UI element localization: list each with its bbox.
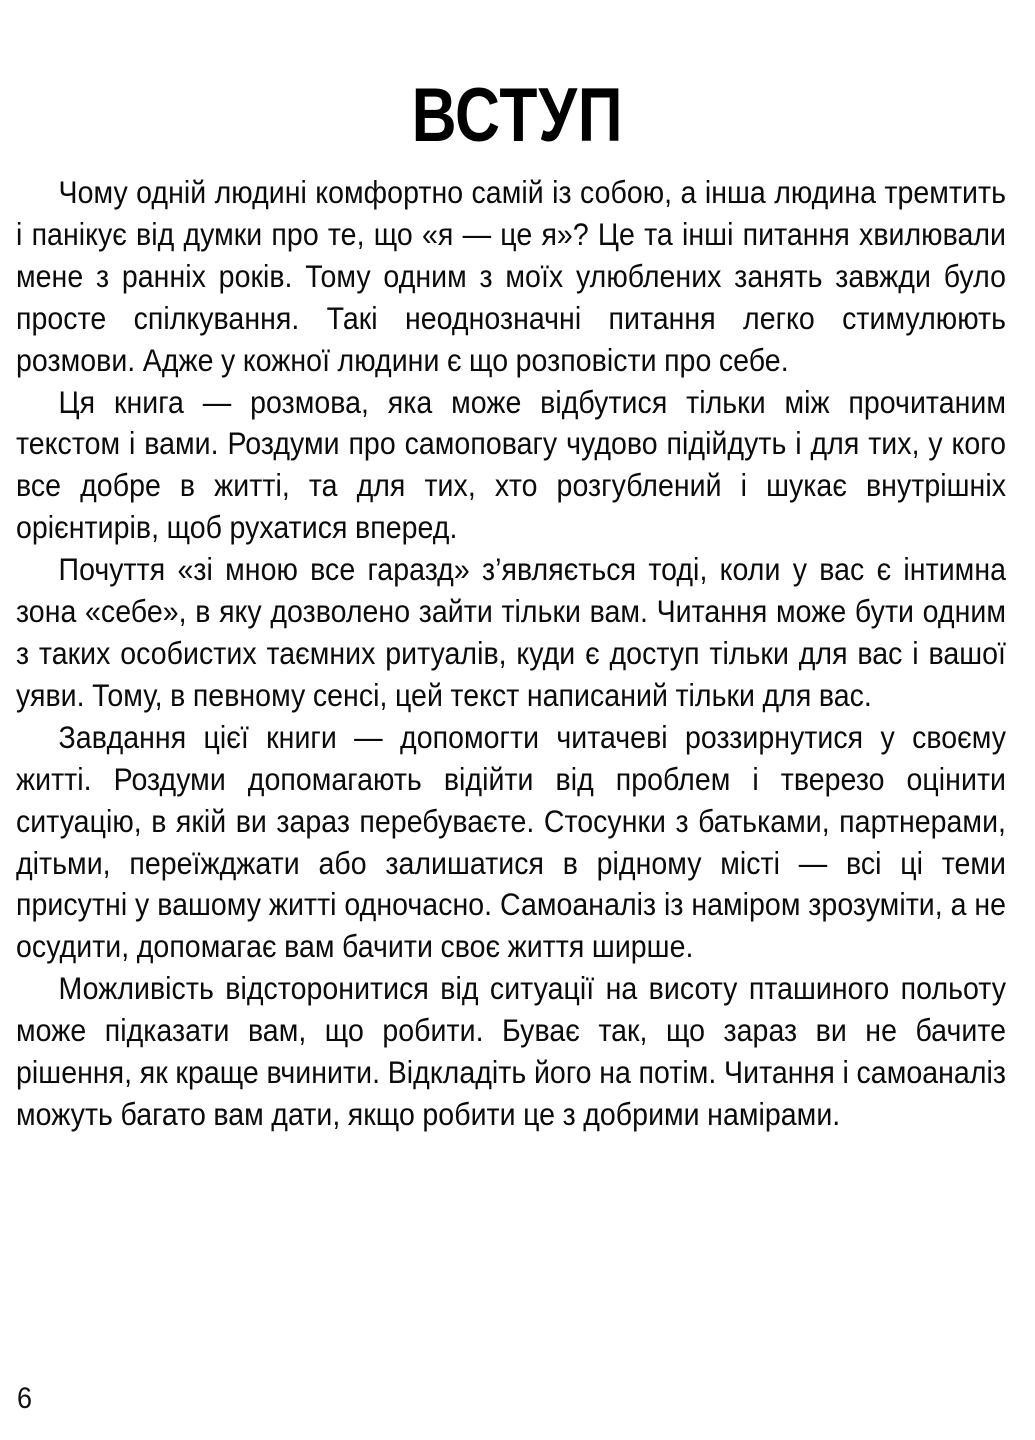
page-number: 6 — [17, 1382, 33, 1415]
paragraph: Ця книга — розмова, яка може відбутися тільки між прочитаним текстом і вами. Роздуми про самоповагу чудово підійдуть і для тих, у кого все добре в житті, та для тих, хто розгублений і шукає внутрішніх орієнтирів, щоб рухатися вперед. — [16, 383, 1007, 546]
paragraph: Чому одній людині комфортно самій із собою, а інша людина тремтить і панікує від думки про те, що «я — це я»? Це та інші питання хвилювали мене з ранніх років. Тому одним з моїх улюблених занять завжди було просте спілкування. Такі неоднозначні питання легко стимулюють розмови. Адже у кожної людини є що розповісти про себе. — [16, 174, 1007, 378]
page-title: ВСТУП — [411, 72, 624, 158]
body-text-block — [16, 172, 1006, 1136]
paragraph: Почуття «зі мною все гаразд» з’являється тоді, коли у вас є інтимна зона «себе», в яку дозволено зайти тільки вам. Читання може бути одним з таких особистих таємних ритуалів, куди є доступ тільки для вас і вашої уяви. Тому, в певному сенсі, цей текст написаний тільки для вас. — [16, 551, 1007, 713]
paragraph: Завдання цієї книги — допомогти читачеві роззирнутися у своєму житті. Роздуми допомагають відійти від проблем і тверезо оцінити ситуацію, в якій ви зараз перебуваєте. Стосунки з батьками, партнерами, дітьми, переїжджати або залишатися в рідному місті — всі ці теми присутні у вашому житті одночасно. Самоаналіз із наміром зрозуміти, а не осудити, допомагає вам бачити своє життя ширше. — [16, 718, 1007, 965]
paragraph: Можливість відсторонитися від ситуації на висоту пташиного польоту може підказати вам, що робити. Буває так, що зараз ви не бачите рішення, як краще вчинити. Відкладіть його на потім. Читання і самоаналіз можуть багато вам дати, якщо робити це з добрими намірами. — [16, 970, 1007, 1132]
